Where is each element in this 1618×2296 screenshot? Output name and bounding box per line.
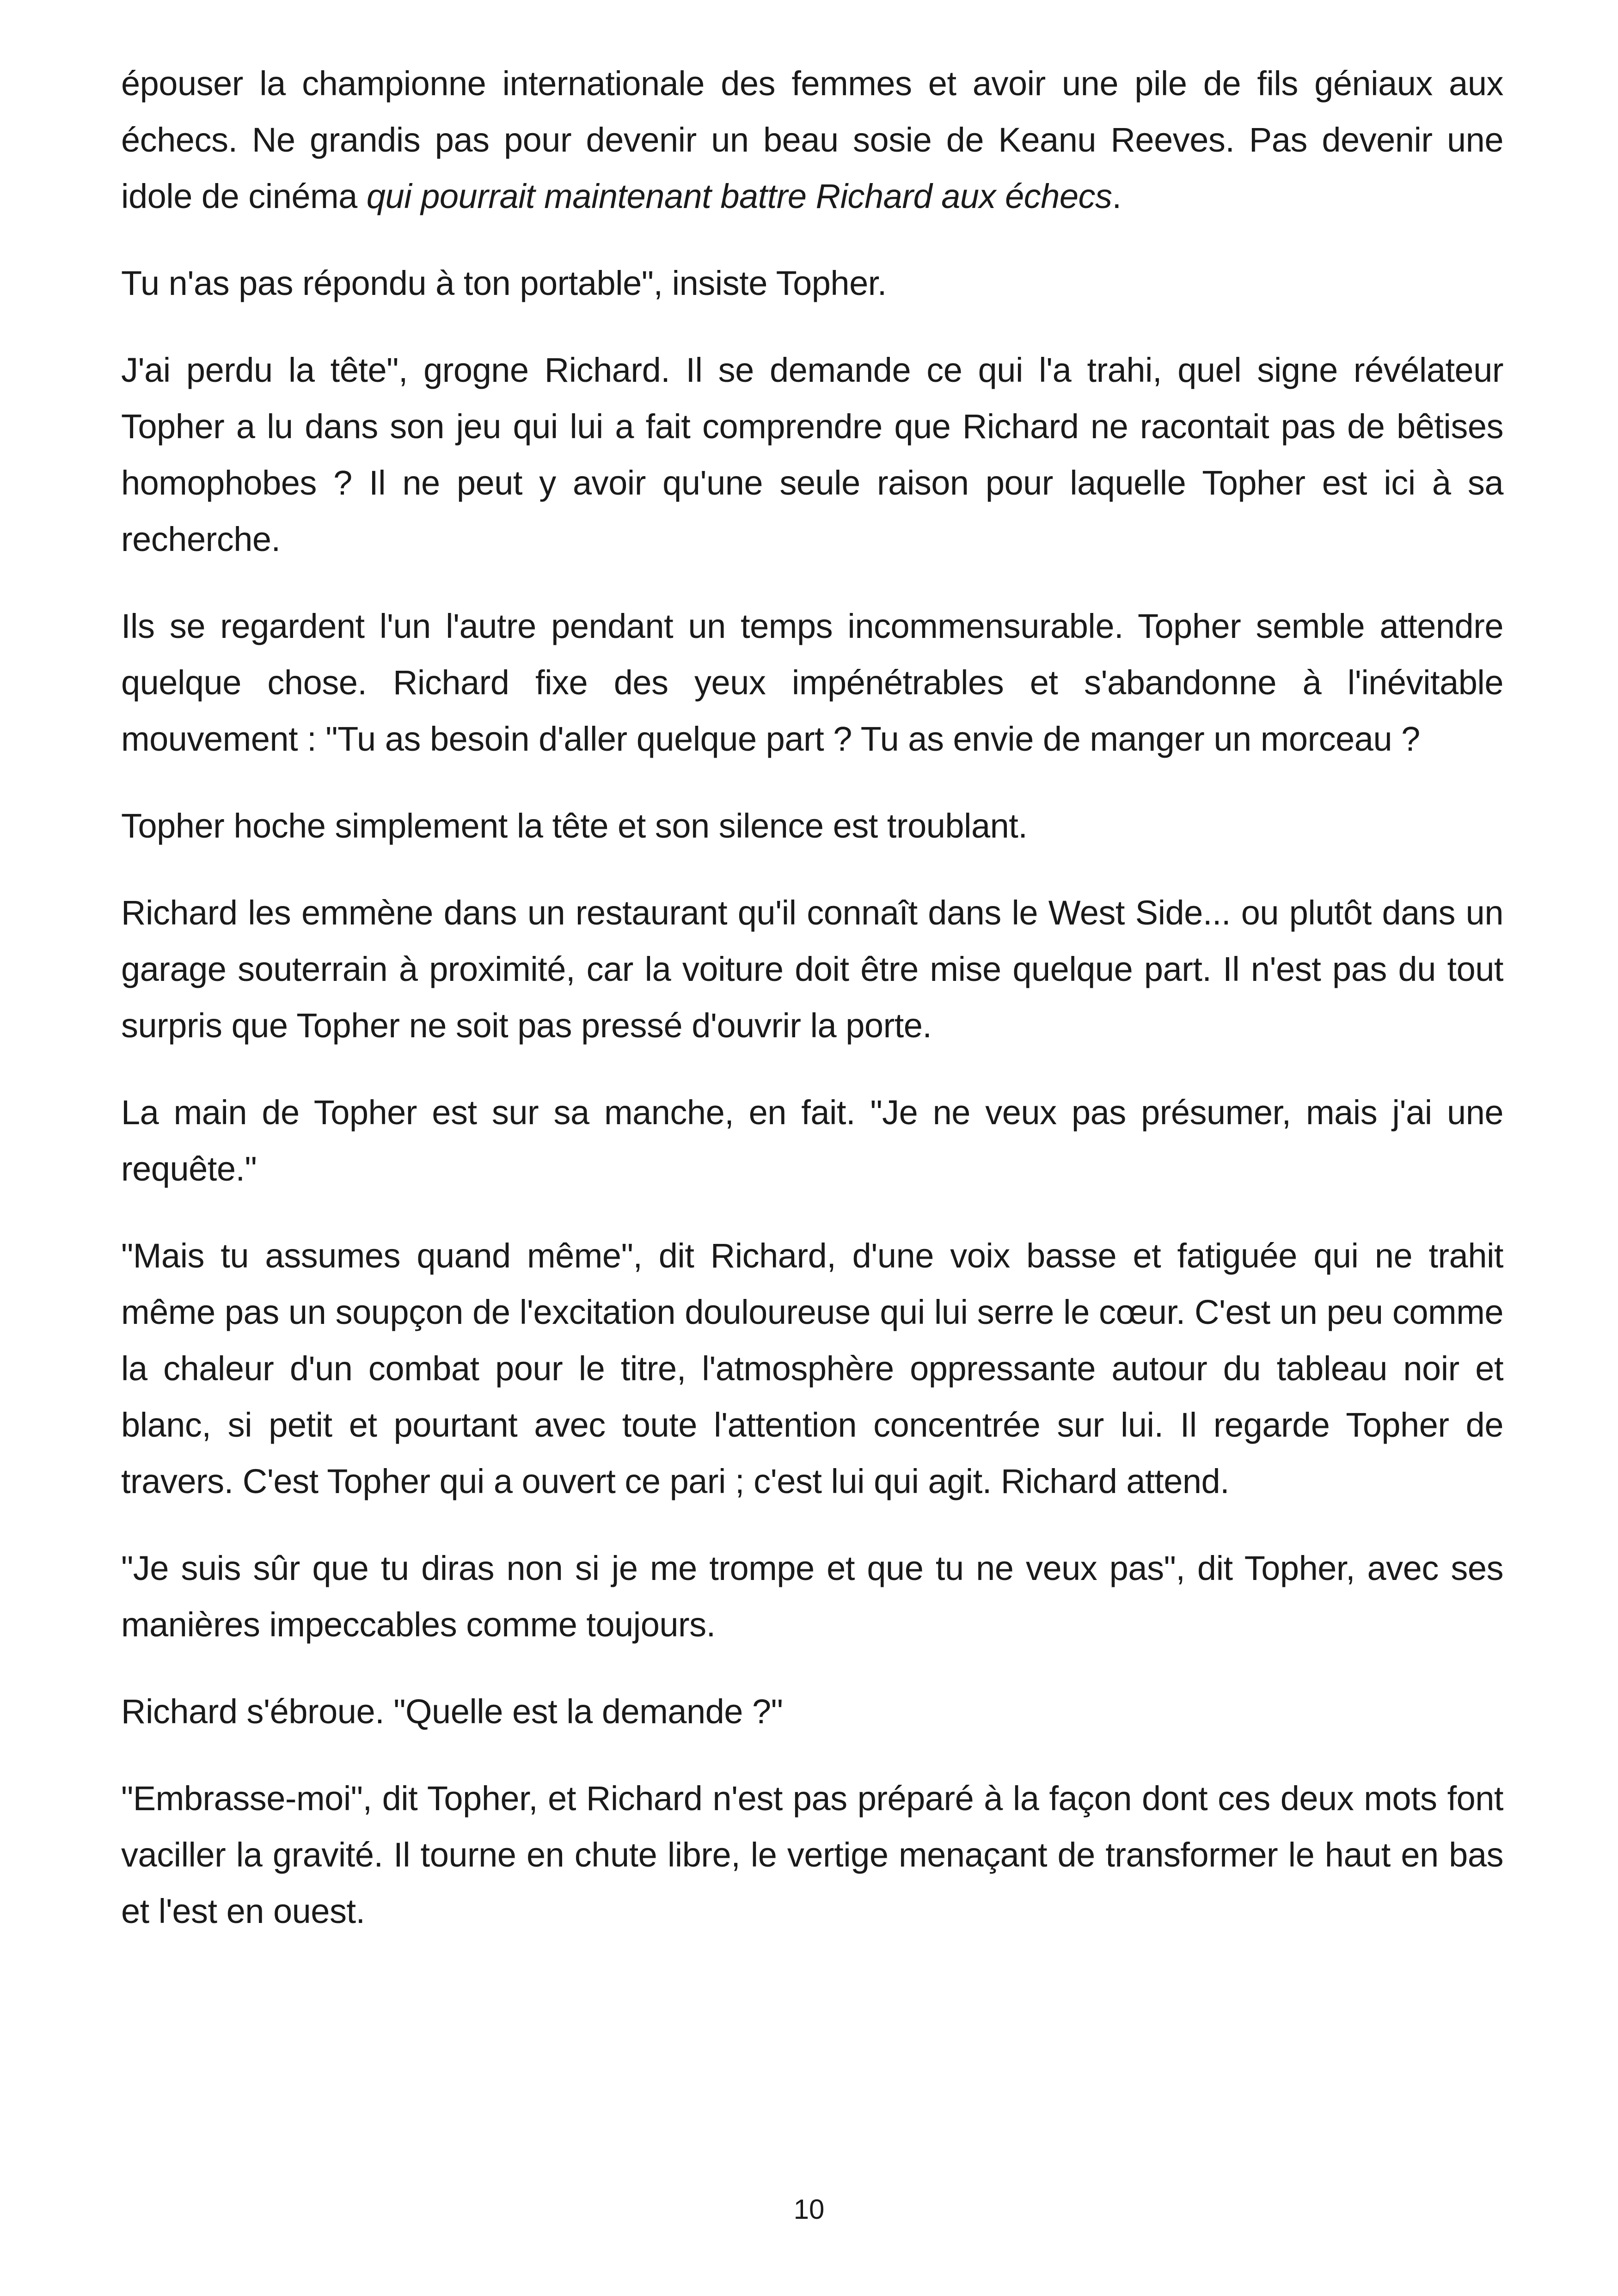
paragraph: La main de Topher est sur sa manche, en fait. "Je ne veux pas présumer, mais j'ai une requête." [121, 1093, 1503, 1188]
paragraph: Ils se regardent l'un l'autre pendant un temps incommensurable. Topher semble attendre quelque chose. Richard fixe des yeux impénétrables et s'abandonne à l'inévitable mouvement : "Tu as besoin d'aller quelque part ? Tu as envie de manger un morceau ? [121, 607, 1503, 758]
paragraph: "Je suis sûr que tu diras non si je me trompe et que tu ne veux pas", dit Topher, avec ses manières impeccables comme toujours. [121, 1549, 1503, 1644]
paragraph: "Mais tu assumes quand même", dit Richard, d'une voix basse et fatiguée qui ne trahit même pas un soupçon de l'excitation douloureuse qui lui serre le cœur. C'est un peu comme la chaleur d'un combat pour le titre, l'atmosphère oppressante autour du tableau noir et blanc, si petit et pourtant avec toute l'attention concentrée sur lui. Il regarde Topher de travers. C'est Topher qui a ouvert ce pari ; c'est lui qui agit. Richard attend. [121, 1237, 1503, 1500]
paragraph: "Embrasse-moi", dit Topher, et Richard n'est pas préparé à la façon dont ces deux mots font vaciller la gravité. Il tourne en chute libre, le vertige menaçant de transformer le haut en bas et l'est en ouest. [121, 1779, 1503, 1930]
paragraph: Richard s'ébroue. "Quelle est la demande ?" [121, 1692, 783, 1731]
italic-text: qui pourrait maintenant battre Richard aux échecs [366, 177, 1112, 215]
paragraph: Tu n'as pas répondu à ton portable", insiste Topher. [121, 264, 887, 302]
page-number: 10 [793, 2194, 825, 2225]
paragraph [121, 55, 1503, 225]
paragraph: Richard les emmène dans un restaurant qu'il connaît dans le West Side... ou plutôt dans un garage souterrain à proximité, car la voiture doit être mise quelque part. Il n'est pas du tout surpris que Topher ne soit pas pressé d'ouvrir la porte. [121, 894, 1503, 1045]
text-body [121, 55, 1503, 1970]
paragraph: Topher hoche simplement la tête et son silence est troublant. [121, 807, 1028, 845]
paragraph-text: épouser la championne internationale des femmes et avoir une pile de fils géniaux aux échecs. Ne grandis pas pour devenir un beau sosie de Keanu Reeves. Pas devenir une idole de cinéma [121, 64, 1503, 215]
paragraph-text: . [1112, 177, 1122, 215]
paragraph: J'ai perdu la tête", grogne Richard. Il se demande ce qui l'a trahi, quel signe révélateur Topher a lu dans son jeu qui lui a fait comprendre que Richard ne racontait pas de bêtises homophobes ? Il ne peut y avoir qu'une seule raison pour laquelle Topher est ici à sa recherche. [121, 351, 1503, 558]
